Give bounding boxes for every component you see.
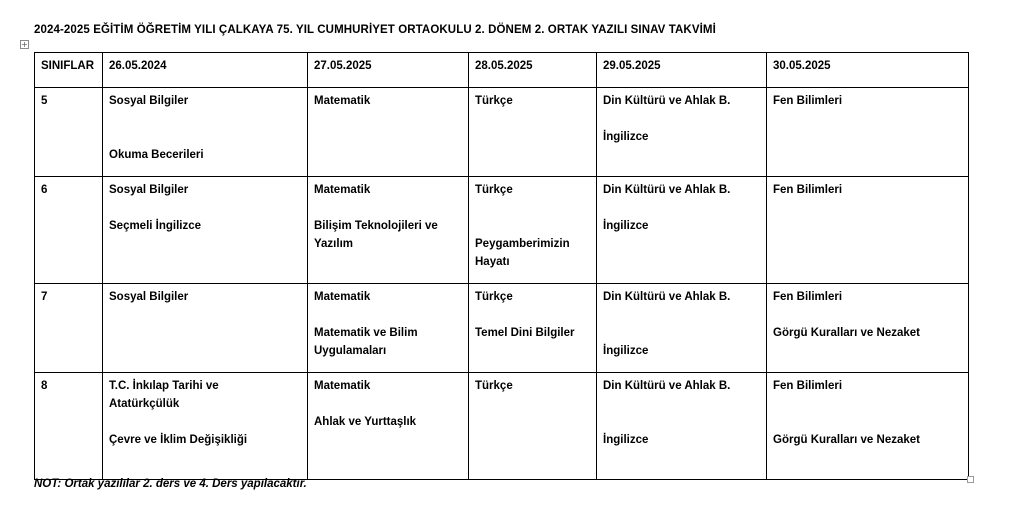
- exam-subject: İngilizce: [603, 220, 649, 232]
- day-5-cell: [767, 88, 969, 177]
- exam-subject: Din Kültürü ve Ahlak B.: [603, 380, 731, 392]
- exam-subject: Temel Dini Bilgiler: [475, 327, 575, 339]
- exam-schedule-table: [34, 52, 969, 480]
- exam-subject-continued: Yazılım: [314, 238, 353, 250]
- exam-subject: Türkçe: [475, 291, 513, 303]
- exam-subject: Çevre ve İklim Değişikliği: [109, 434, 248, 446]
- exam-subject: Peygamberimizin: [475, 238, 570, 250]
- footnote: NOT: Ortak yazılılar 2. ders ve 4. Ders yapılacaktır.: [34, 478, 307, 490]
- day-4-cell: [597, 88, 767, 177]
- exam-subject: Sosyal Bilgiler: [109, 291, 189, 303]
- day-2-cell: [308, 88, 469, 177]
- day-2-cell: [308, 373, 469, 480]
- exam-subject: İngilizce: [603, 345, 649, 357]
- header-row: [35, 53, 969, 88]
- exam-subject: Fen Bilimleri: [773, 291, 843, 303]
- day-1-cell: [103, 88, 308, 177]
- day-4-cell: [597, 177, 767, 284]
- exam-subject: T.C. İnkılap Tarihi ve: [109, 380, 219, 392]
- day-4-cell: [597, 284, 767, 373]
- table-resize-handle[interactable]: [967, 476, 974, 483]
- exam-subject: Matematik: [314, 184, 371, 196]
- exam-subject-continued: Hayatı: [475, 256, 510, 268]
- exam-subject: Matematik: [314, 291, 371, 303]
- class-cell: [35, 373, 103, 480]
- day-3-cell: [469, 284, 597, 373]
- day-5-cell: [767, 284, 969, 373]
- header-cell-day-3: 28.05.2025: [469, 53, 597, 88]
- exam-subject: Görgü Kuralları ve Nezaket: [773, 434, 920, 446]
- exam-subject: Sosyal Bilgiler: [109, 184, 189, 196]
- exam-subject: Matematik ve Bilim: [314, 327, 418, 339]
- class-cell: [35, 284, 103, 373]
- exam-subject: Türkçe: [475, 95, 513, 107]
- day-2-cell: [308, 284, 469, 373]
- exam-subject: İngilizce: [603, 434, 649, 446]
- exam-subject-continued: Uygulamaları: [314, 345, 387, 357]
- day-1-cell: [103, 284, 308, 373]
- day-5-cell: [767, 373, 969, 480]
- exam-subject: Din Kültürü ve Ahlak B.: [603, 95, 731, 107]
- document-title: 2024-2025 EĞİTİM ÖĞRETİM YILI ÇALKAYA 75. YIL CUMHURİYET ORTAOKULU 2. DÖNEM 2. ORTAK YAZILI SINAV TAKVİMİ: [34, 24, 716, 36]
- day-1-cell: [103, 373, 308, 480]
- exam-subject: Din Kültürü ve Ahlak B.: [603, 184, 731, 196]
- exam-subject: Okuma Becerileri: [109, 149, 204, 161]
- exam-subject: Görgü Kuralları ve Nezaket: [773, 327, 920, 339]
- exam-subject: Fen Bilimleri: [773, 184, 843, 196]
- table-row-class-7: [35, 284, 969, 373]
- day-5-cell: [767, 177, 969, 284]
- header-cell-classes: SINIFLAR: [35, 53, 103, 88]
- header-cell-day-4: 29.05.2025: [597, 53, 767, 88]
- table-row-class-8: [35, 373, 969, 480]
- exam-subject: İngilizce: [603, 131, 649, 143]
- day-3-cell: [469, 373, 597, 480]
- exam-subject: Fen Bilimleri: [773, 95, 843, 107]
- exam-subject: Matematik: [314, 95, 371, 107]
- exam-subject: Türkçe: [475, 184, 513, 196]
- class-label: 7: [41, 291, 48, 303]
- table-move-handle-icon[interactable]: +: [21, 40, 28, 49]
- table-row-class-5: [35, 88, 969, 177]
- exam-subject: Türkçe: [475, 380, 513, 392]
- exam-subject: Ahlak ve Yurttaşlık: [314, 416, 417, 428]
- table-row-class-6: [35, 177, 969, 284]
- exam-subject: Bilişim Teknolojileri ve: [314, 220, 438, 232]
- exam-subject-continued: Atatürkçülük: [109, 398, 180, 410]
- exam-subject: Seçmeli İngilizce: [109, 220, 202, 232]
- class-label: 8: [41, 380, 48, 392]
- header-cell-day-1: 26.05.2024: [103, 53, 308, 88]
- header-cell-day-2: 27.05.2025: [308, 53, 469, 88]
- day-1-cell: [103, 177, 308, 284]
- header-cell-day-5: 30.05.2025: [767, 53, 969, 88]
- exam-subject: Matematik: [314, 380, 371, 392]
- day-3-cell: [469, 177, 597, 284]
- day-4-cell: [597, 373, 767, 480]
- day-2-cell: [308, 177, 469, 284]
- class-label: 5: [41, 95, 48, 107]
- exam-subject: Fen Bilimleri: [773, 380, 843, 392]
- day-3-cell: [469, 88, 597, 177]
- exam-subject: Sosyal Bilgiler: [109, 95, 189, 107]
- class-label: 6: [41, 184, 48, 196]
- exam-subject: Din Kültürü ve Ahlak B.: [603, 291, 731, 303]
- class-cell: [35, 177, 103, 284]
- class-cell: [35, 88, 103, 177]
